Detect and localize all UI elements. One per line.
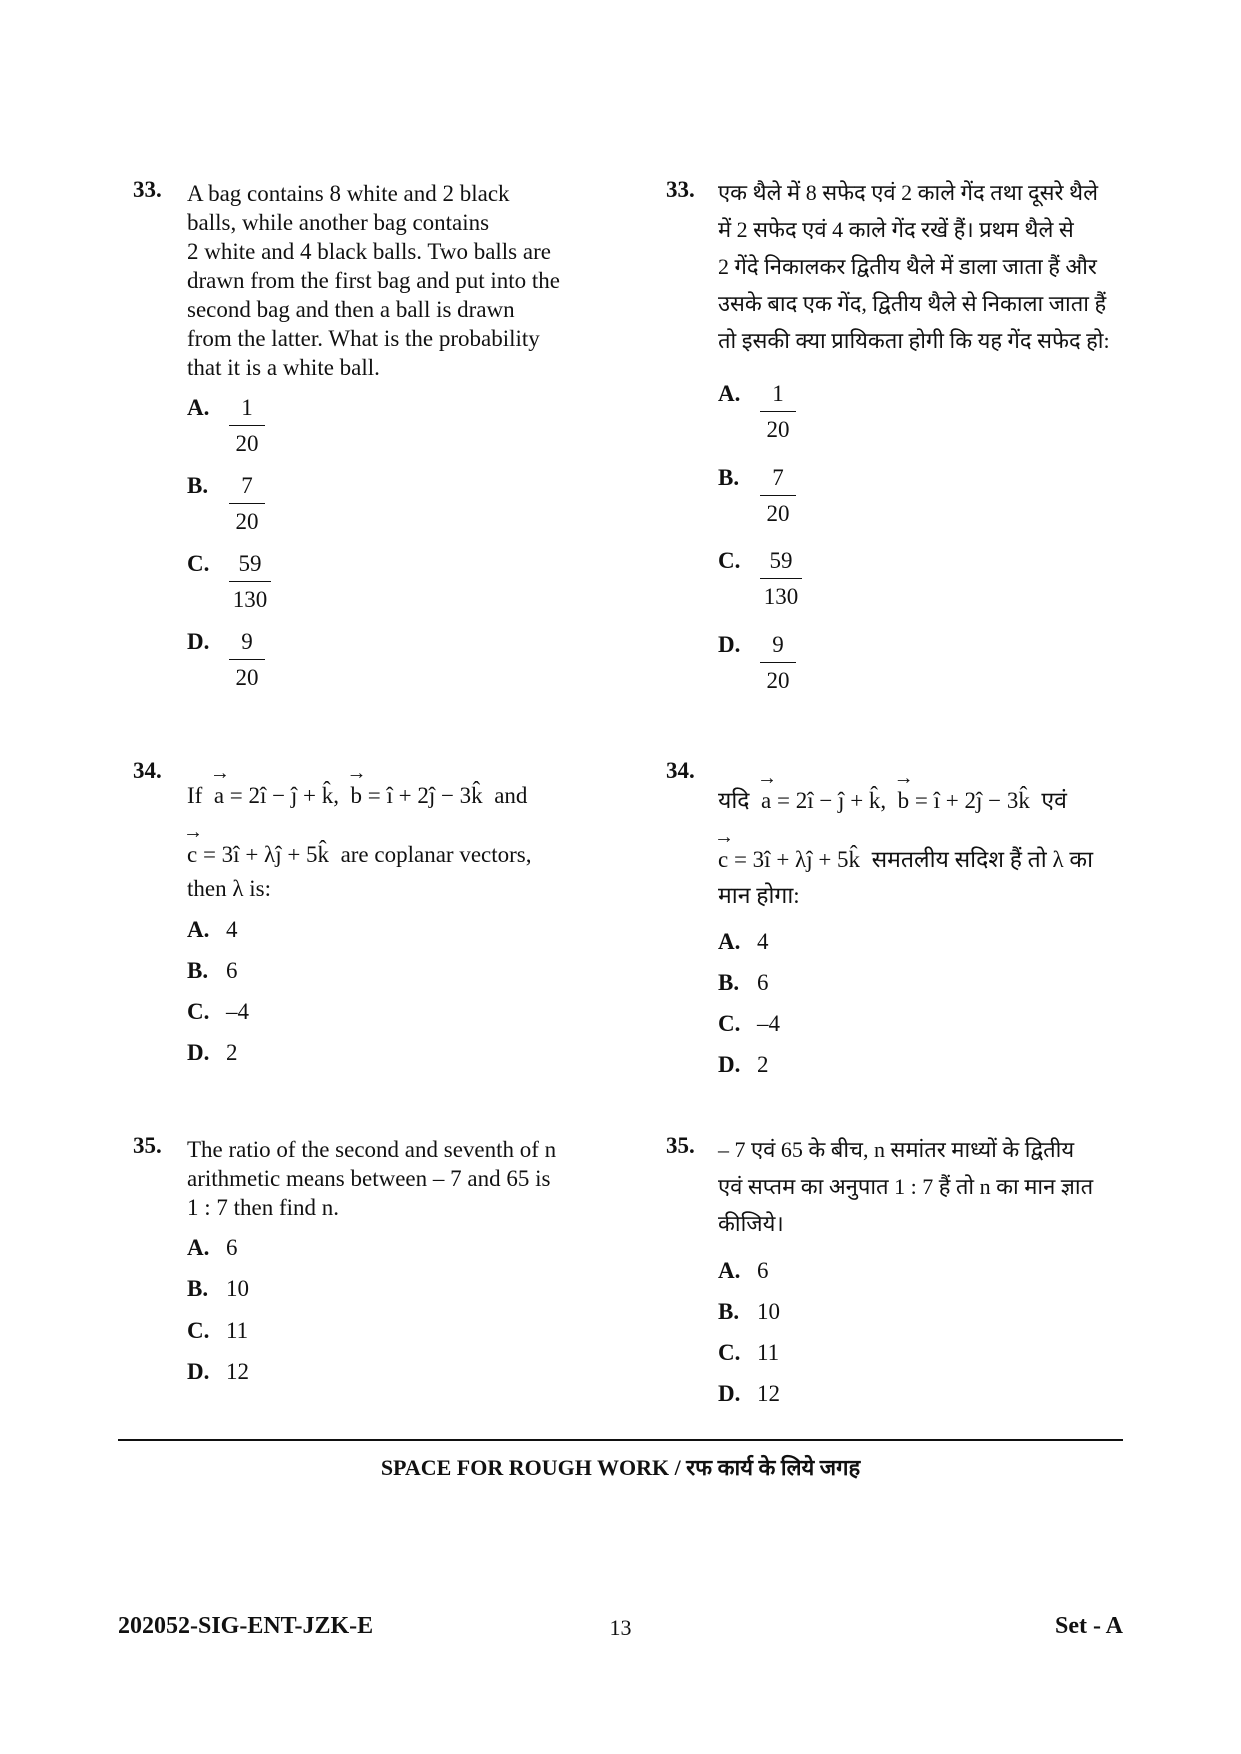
option-label: C. [718, 1011, 741, 1036]
option-value: 6 [226, 1235, 238, 1260]
page-number: 13 [609, 1615, 632, 1640]
option-label: C. [718, 548, 741, 573]
paper-code: 202052-SIG-ENT-JZK-E [118, 1613, 374, 1639]
option-label: D. [187, 629, 210, 654]
option-label: A. [718, 929, 741, 954]
vector-line-2-en: → c = 3î + λĵ + 5k̂ are coplanar vectors, [183, 821, 532, 867]
option-value: 6 [226, 958, 238, 983]
option-value: 6 [757, 1258, 769, 1283]
option-label: C. [718, 1340, 741, 1365]
option-label: B. [187, 1276, 209, 1301]
option-label: C. [187, 999, 210, 1024]
rough-work-heading: SPACE FOR ROUGH WORK / रफ कार्य के लिये जगह [380, 1455, 861, 1480]
option-fraction: 59 130 [756, 546, 806, 612]
option-fraction: 1 20 [225, 393, 269, 459]
question-text-en: The ratio of the second and seventh of n arithmetic means between – 7 and 65 is 1 : 7 then find n. [187, 1137, 557, 1220]
option-label: D. [718, 632, 741, 657]
option-label: B. [187, 958, 209, 983]
option-value: 11 [226, 1318, 249, 1343]
question-tail-hi: मान होगा: [718, 883, 800, 908]
option-value: 10 [757, 1299, 780, 1324]
option-label: D. [187, 1359, 210, 1384]
vector-a: → a = 2î − ĵ + k̂ [757, 767, 881, 813]
option-label: B. [718, 465, 740, 490]
question-number: 33. [133, 177, 162, 202]
question-text-hi: – 7 एवं 65 के बीच, n समांतर माध्यों के द्वितीय एवं सप्तम का अनुपात 1 : 7 हैं तो n का मान ज्ञात कीजिये। [718, 1137, 1094, 1236]
option-label: B. [187, 473, 209, 498]
question-number: 33. [666, 177, 695, 202]
option-label: B. [718, 970, 740, 995]
option-value: 4 [226, 917, 238, 942]
option-label: C. [187, 551, 210, 576]
option-value: 2 [226, 1040, 238, 1065]
option-fraction: 7 20 [756, 463, 800, 529]
vector-c: → c = 3î + λĵ + 5k̂ [714, 826, 861, 872]
vector-line-1-hi: यदि → a = 2î − ĵ + k̂, → b = î + 2ĵ − 3k̂ एवं [718, 767, 1067, 813]
question-text-hi: एक थैले में 8 सफेद एवं 2 काले गेंद तथा दूसरे थैले में 2 सफेद एवं 4 काले गेंद रखें हैं। प्रथम थैले से 2 गेंदे निकालकर द्वितीय थैले में डाला जाता हैं और उसके बाद एक गेंद, द्वितीय थैले से निकाला जाता हैं तो इसकी क्या प्रायिकता होगी कि यह गेंद सफेद हो: [718, 180, 1110, 353]
question-text-en: A bag contains 8 white and 2 black balls, while another bag contains 2 white and 4 black balls. Two balls are drawn from the first bag and put into the second bag and then a ball is drawn from the latter. What is the probability that it is a white ball. [187, 181, 561, 380]
option-value: 12 [757, 1381, 780, 1406]
option-value: –4 [226, 999, 249, 1024]
question-number: 34. [666, 758, 695, 783]
set-label: Set - A [1055, 1613, 1123, 1639]
option-value: 6 [757, 970, 769, 995]
question-number: 34. [133, 758, 162, 783]
option-label: A. [718, 1258, 741, 1283]
question-number: 35. [666, 1133, 695, 1158]
option-fraction: 1 20 [756, 379, 800, 445]
option-label: D. [187, 1040, 210, 1065]
option-label: A. [187, 917, 210, 942]
option-value: –4 [757, 1011, 780, 1036]
rough-work-divider [118, 1439, 1123, 1441]
vector-c: → c = 3î + λĵ + 5k̂ [183, 821, 330, 867]
option-fraction: 7 20 [225, 471, 269, 537]
option-fraction: 9 20 [225, 627, 269, 693]
option-label: A. [187, 1235, 210, 1260]
option-value: 12 [226, 1359, 249, 1384]
option-fraction: 59 130 [225, 549, 275, 615]
option-label: A. [187, 395, 210, 420]
vector-b: → b = î + 2ĵ − 3k̂ [346, 762, 483, 808]
vector-line-1-en: If → a = 2î − ĵ + k̂, → b = î + 2ĵ − 3k̂ and [187, 762, 528, 808]
option-label: D. [718, 1052, 741, 1077]
question-tail-en: then λ is: [187, 876, 271, 901]
option-label: A. [718, 381, 741, 406]
vector-a: → a = 2î − ĵ + k̂ [209, 762, 334, 808]
option-value: 2 [757, 1052, 769, 1077]
question-number: 35. [133, 1133, 162, 1158]
vector-b: → b = î + 2ĵ − 3k̂ [893, 767, 1030, 813]
vector-line-2-hi: → c = 3î + λĵ + 5k̂ समतलीय सदिश हैं तो λ का [714, 826, 1094, 872]
option-fraction: 9 20 [756, 630, 800, 696]
option-label: C. [187, 1318, 210, 1343]
option-value: 11 [757, 1340, 780, 1365]
option-value: 10 [226, 1276, 249, 1301]
option-label: D. [718, 1381, 741, 1406]
option-label: B. [718, 1299, 740, 1324]
option-value: 4 [757, 929, 769, 954]
